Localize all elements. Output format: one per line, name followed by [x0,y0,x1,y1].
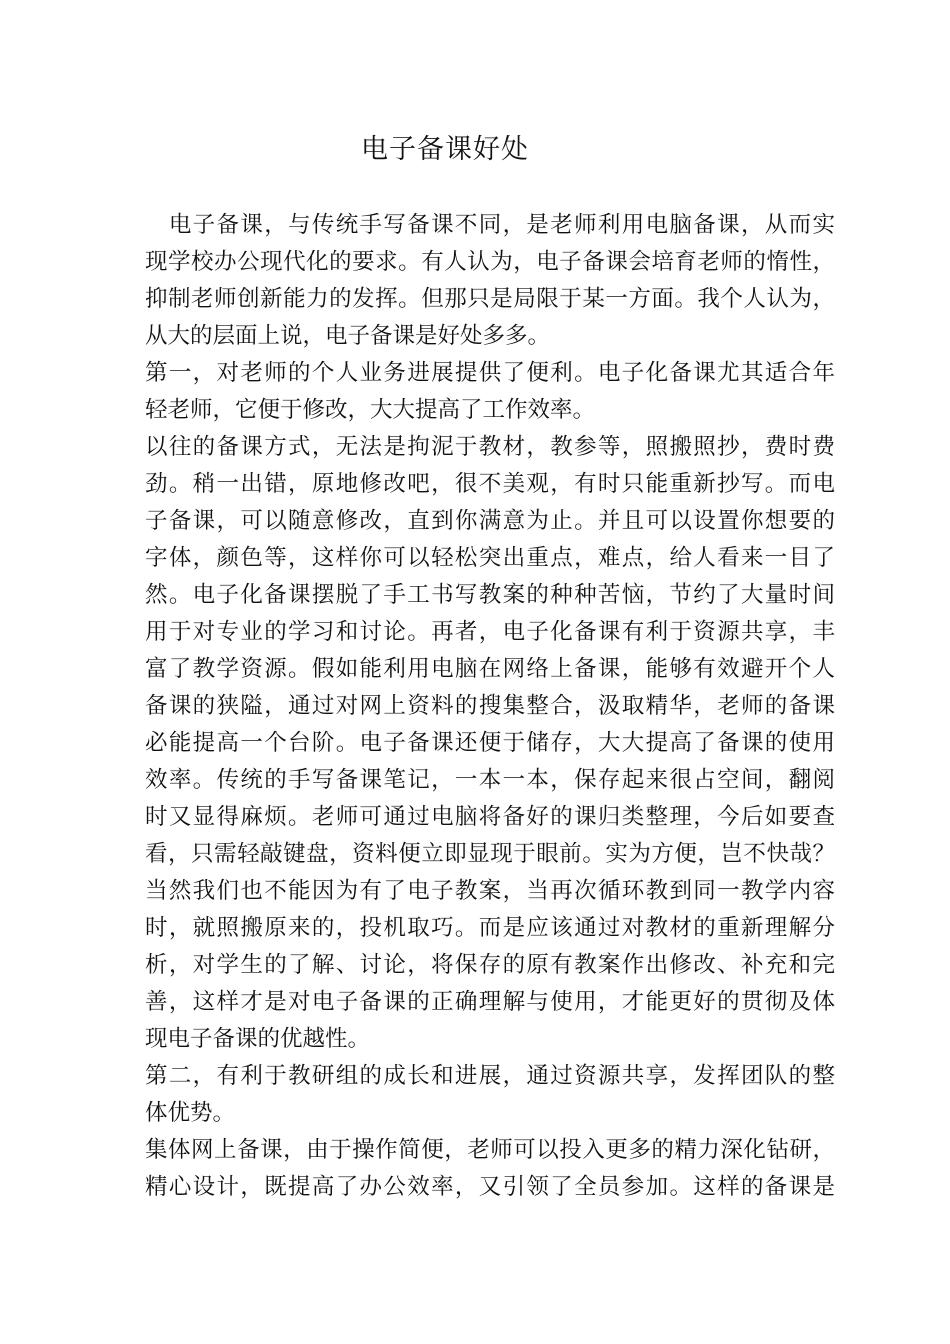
body-line: 字体，颜色等，这样你可以轻松突出重点，难点，给人看来一目了 [145,545,835,571]
body-line: 精心设计，既提高了办公效率，又引领了全员参加。这样的备课是 [145,1174,835,1200]
body-line: 从大的层面上说，电子备课是好处多多。 [145,323,551,349]
body-line: 必能提高一个台阶。电子备课还便于储存，大大提高了备课的使用 [145,730,835,756]
body-line: 备课的狭隘，通过对网上资料的搜集整合，汲取精华，老师的备课 [145,693,835,719]
body-line: 时，就照搬原来的，投机取巧。而是应该通过对教材的重新理解分 [145,915,835,941]
body-line: 体优势。 [145,1100,236,1126]
body-line: 然。电子化备课摆脱了手工书写教案的种种苦恼，节约了大量时间 [145,582,835,608]
body-line: 善，这样才是对电子备课的正确理解与使用，才能更好的贯彻及体 [145,989,835,1015]
body-line: 富了教学资源。假如能利用电脑在网络上备课，能够有效避开个人 [145,656,835,682]
body-line: 第一，对老师的个人业务进展提供了便利。电子化备课尤其适合年 [145,360,835,386]
body-line: 轻老师，它便于修改，大大提高了工作效率。 [145,397,596,423]
body-line: 现电子备课的优越性。 [145,1026,371,1052]
body-line: 效率。传统的手写备课笔记，一本一本，保存起来很占空间，翻阅 [145,767,835,793]
body-line: 现学校办公现代化的要求。有人认为，电子备课会培育老师的惰性， [145,249,835,275]
body-line: 时又显得麻烦。老师可通过电脑将备好的课归类整理，今后如要查 [145,804,835,830]
body-line: 析，对学生的了解、讨论，将保存的原有教案作出修改、补充和完 [145,952,835,978]
body-line: 抑制老师创新能力的发挥。但那只是局限于某一方面。我个人认为， [145,286,835,312]
body-line: 电子备课，与传统手写备课不同，是老师利用电脑备课，从而实 [145,212,835,238]
body-line: 看，只需轻敲键盘，资料便立即显现于眼前。实为方便，岂不快哉？ [145,841,835,867]
document-title: 电子备课好处 [361,134,529,165]
body-line: 用于对专业的学习和讨论。再者，电子化备课有利于资源共享，丰 [145,619,835,645]
body-line: 当然我们也不能因为有了电子教案，当再次循环教到同一教学内容 [145,878,835,904]
body-line: 以往的备课方式，无法是拘泥于教材，教参等，照搬照抄，费时费 [145,434,835,460]
body-line: 集体网上备课，由于操作简便，老师可以投入更多的精力深化钻研， [145,1137,835,1163]
body-line: 第二，有利于教研组的成长和进展，通过资源共享，发挥团队的整 [145,1063,835,1089]
body-line: 子备课，可以随意修改，直到你满意为止。并且可以设置你想要的 [145,508,835,534]
body-line: 劲。稍一出错，原地修改吧，很不美观，有时只能重新抄写。而电 [145,471,835,497]
